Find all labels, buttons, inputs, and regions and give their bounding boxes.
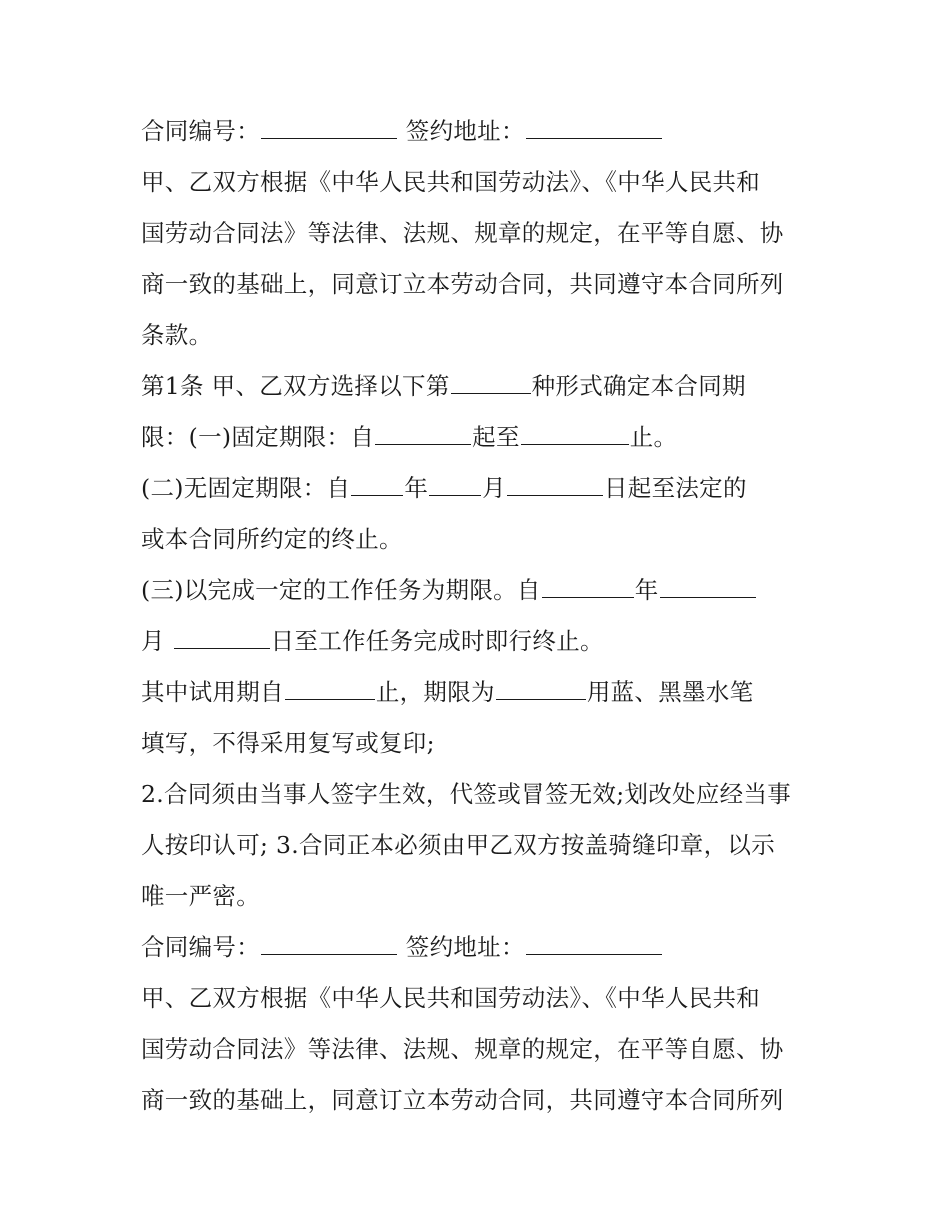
intro-line: 商一致的基础上，同意订立本劳动合同，共同遵守本合同所列 (141, 270, 784, 298)
task-term-day-blank (174, 628, 270, 649)
sign-address-blank (526, 934, 662, 955)
open-term-text: 日起至法定的 (603, 474, 747, 502)
open-term-line-2: 或本合同所约定的终止。 (141, 525, 403, 553)
task-term-month-blank (660, 577, 756, 598)
fixed-term-line (141, 412, 821, 463)
probation-line (141, 667, 821, 718)
task-term-line-2 (141, 616, 821, 667)
year-label: 年 (404, 474, 429, 502)
task-term-year-blank (542, 577, 634, 598)
sign-address-blank (526, 118, 662, 139)
notes-line: 唯一严密。 (141, 882, 260, 910)
contract-document (141, 106, 821, 1126)
fixed-term-text: 起至 (472, 423, 520, 451)
contract-header-line (141, 106, 821, 157)
article-1-line (141, 361, 821, 412)
intro-line: 条款。 (141, 321, 213, 349)
contract-number-blank (261, 934, 397, 955)
probation-text: 其中试用期自 (141, 678, 284, 706)
contract-number-label: 合同编号： (141, 933, 260, 961)
intro-line: 国劳动合同法》等法律、法规、规章的规定，在平等自愿、协 (141, 1035, 784, 1063)
task-term-line (141, 565, 821, 616)
open-term-text: (二)无固定期限：自 (141, 474, 351, 502)
open-term-year-blank (351, 475, 403, 496)
fixed-term-end-blank (521, 424, 629, 445)
intro-line: 甲、乙双方根据《中华人民共和国劳动法》、《中华人民共和 (141, 984, 761, 1012)
intro-line: 甲、乙双方根据《中华人民共和国劳动法》、《中华人民共和 (141, 168, 761, 196)
notes-line: 2.合同须由当事人签字生效，代签或冒签无效;划改处应经当事 (141, 780, 792, 808)
fixed-term-text: 限：(一)固定期限：自 (141, 423, 375, 451)
intro-line: 国劳动合同法》等法律、法规、规章的规定，在平等自愿、协 (141, 219, 784, 247)
open-term-line (141, 463, 821, 514)
probation-text: 止，期限为 (375, 678, 495, 706)
notes-line: 人按印认可; 3.合同正本必须由甲乙双方按盖骑缝印章，以示 (141, 831, 776, 859)
contract-header-line (141, 922, 821, 973)
probation-start-blank (285, 679, 375, 700)
month-label: 月 (482, 474, 506, 502)
sign-address-label: 签约地址： (405, 933, 525, 961)
fixed-term-start-blank (375, 424, 471, 445)
year-label: 年 (634, 576, 659, 604)
task-term-text: (三)以完成一定的工作任务为期限。自 (141, 576, 541, 604)
probation-term-blank (496, 679, 586, 700)
sign-address-label: 签约地址： (405, 117, 525, 145)
intro-line: 商一致的基础上，同意订立本劳动合同，共同遵守本合同所列 (141, 1086, 784, 1114)
open-term-day-blank (507, 475, 603, 496)
probation-text: 用蓝、黑墨水笔 (586, 678, 754, 706)
article-1-text: 种形式确定本合同期 (531, 372, 746, 400)
probation-line-2: 填写，不得采用复写或复印; (141, 729, 435, 757)
article-1-text: 第1条 甲、乙双方选择以下第 (141, 372, 450, 400)
open-term-month-blank (429, 475, 481, 496)
contract-number-blank (261, 118, 397, 139)
task-term-text: 日至工作任务完成时即行终止。 (270, 627, 604, 655)
form-choice-blank (451, 373, 531, 394)
fixed-term-text: 止。 (629, 423, 678, 451)
contract-number-label: 合同编号： (141, 117, 260, 145)
month-label: 月 (141, 627, 165, 655)
